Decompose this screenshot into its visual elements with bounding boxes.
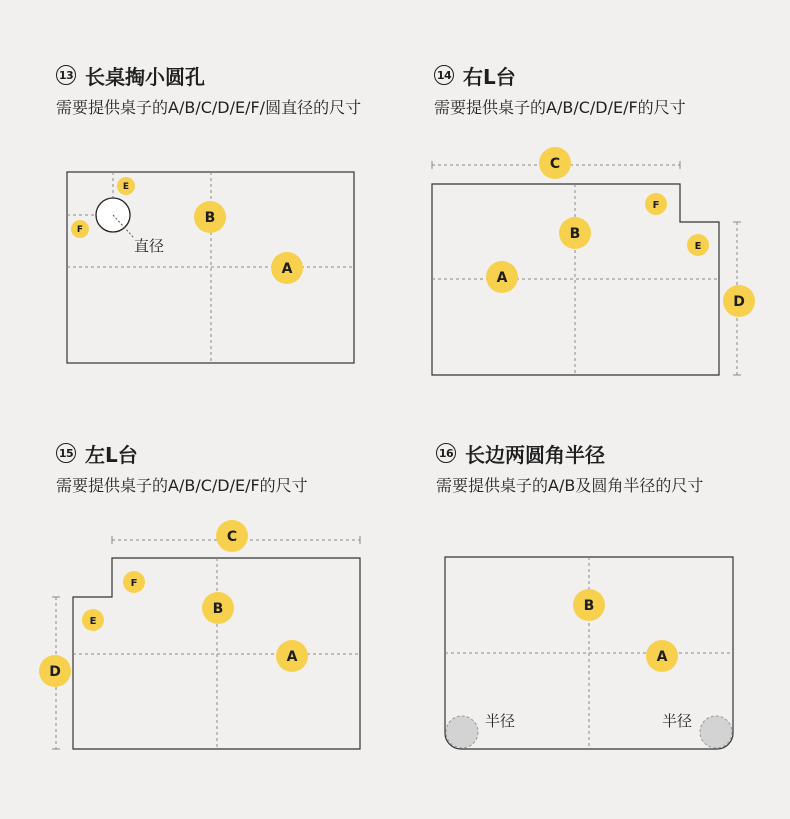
badge-e-text: E bbox=[694, 241, 702, 252]
badge-a-text: A bbox=[281, 261, 293, 277]
badge-b-text: B bbox=[212, 601, 224, 617]
panel-title: 长边两圆角半径 bbox=[465, 442, 605, 467]
panel-13 bbox=[56, 60, 361, 118]
diagram-16-rounded-long-edge bbox=[445, 557, 733, 749]
badge-c-text: C bbox=[549, 156, 561, 172]
badge-d bbox=[723, 285, 755, 317]
badge-a-text: A bbox=[286, 649, 298, 665]
badge-e-text: E bbox=[89, 616, 97, 627]
badge-b-text: B bbox=[583, 598, 595, 614]
badge-f bbox=[123, 571, 145, 593]
badge-c bbox=[539, 147, 571, 179]
step-number-badge: 16 bbox=[436, 443, 456, 463]
corner-radius-right bbox=[700, 716, 732, 748]
panel-title-row bbox=[434, 60, 686, 90]
badge-d-text: D bbox=[733, 294, 745, 310]
panel-title-row bbox=[56, 60, 361, 90]
badge-b bbox=[573, 589, 605, 621]
badge-b bbox=[202, 592, 234, 624]
panel-14 bbox=[434, 60, 686, 118]
panel-15 bbox=[56, 438, 308, 496]
panel-subtitle: 需要提供桌子的A/B/C/D/E/F的尺寸 bbox=[56, 476, 308, 495]
panel-title: 长桌掏小圆孔 bbox=[85, 64, 205, 89]
badge-f-text: F bbox=[76, 225, 84, 235]
badge-b bbox=[559, 217, 591, 249]
panel-title-row bbox=[56, 438, 308, 468]
badge-a bbox=[276, 640, 308, 672]
badge-f bbox=[71, 220, 89, 238]
badge-a bbox=[486, 261, 518, 293]
diameter-label: 直径 bbox=[134, 237, 165, 255]
badge-d-text: D bbox=[49, 664, 61, 680]
badge-a-text: A bbox=[656, 649, 668, 665]
badge-a bbox=[271, 252, 303, 284]
step-number-badge: 15 bbox=[56, 443, 76, 463]
badge-a-text: A bbox=[496, 270, 508, 286]
badge-a bbox=[646, 640, 678, 672]
panel-subtitle: 需要提供桌子的A/B及圆角半径的尺寸 bbox=[436, 476, 704, 495]
badge-b-text: B bbox=[569, 226, 581, 242]
panel-title-row bbox=[436, 438, 703, 468]
badge-c-text: C bbox=[226, 529, 238, 545]
radius-label-left: 半径 bbox=[485, 712, 516, 730]
badge-f-text: F bbox=[130, 578, 138, 589]
badge-b-text: B bbox=[204, 210, 216, 226]
badge-e bbox=[82, 609, 104, 631]
badge-e bbox=[687, 234, 709, 256]
diagram-14-right-l-desk bbox=[432, 147, 755, 375]
diagram-15-left-l-desk bbox=[39, 520, 360, 749]
badge-c bbox=[216, 520, 248, 552]
radius-label-right: 半径 bbox=[662, 712, 693, 730]
badge-f bbox=[645, 193, 667, 215]
panel-subtitle: 需要提供桌子的A/B/C/D/E/F/圆直径的尺寸 bbox=[56, 98, 362, 117]
panel-16 bbox=[436, 438, 703, 496]
badge-f-text: F bbox=[652, 200, 660, 211]
panel-title: 右L台 bbox=[463, 64, 516, 89]
badge-e-text: E bbox=[122, 182, 130, 192]
step-number-badge: 13 bbox=[56, 65, 76, 85]
corner-radius-left bbox=[446, 716, 478, 748]
diagram-13-long-table-hole bbox=[67, 172, 354, 363]
panel-subtitle: 需要提供桌子的A/B/C/D/E/F的尺寸 bbox=[434, 98, 686, 117]
badge-b bbox=[194, 201, 226, 233]
badge-e bbox=[117, 177, 135, 195]
step-number-badge: 14 bbox=[434, 65, 454, 85]
badge-d bbox=[39, 655, 71, 687]
panel-title: 左L台 bbox=[85, 442, 138, 467]
